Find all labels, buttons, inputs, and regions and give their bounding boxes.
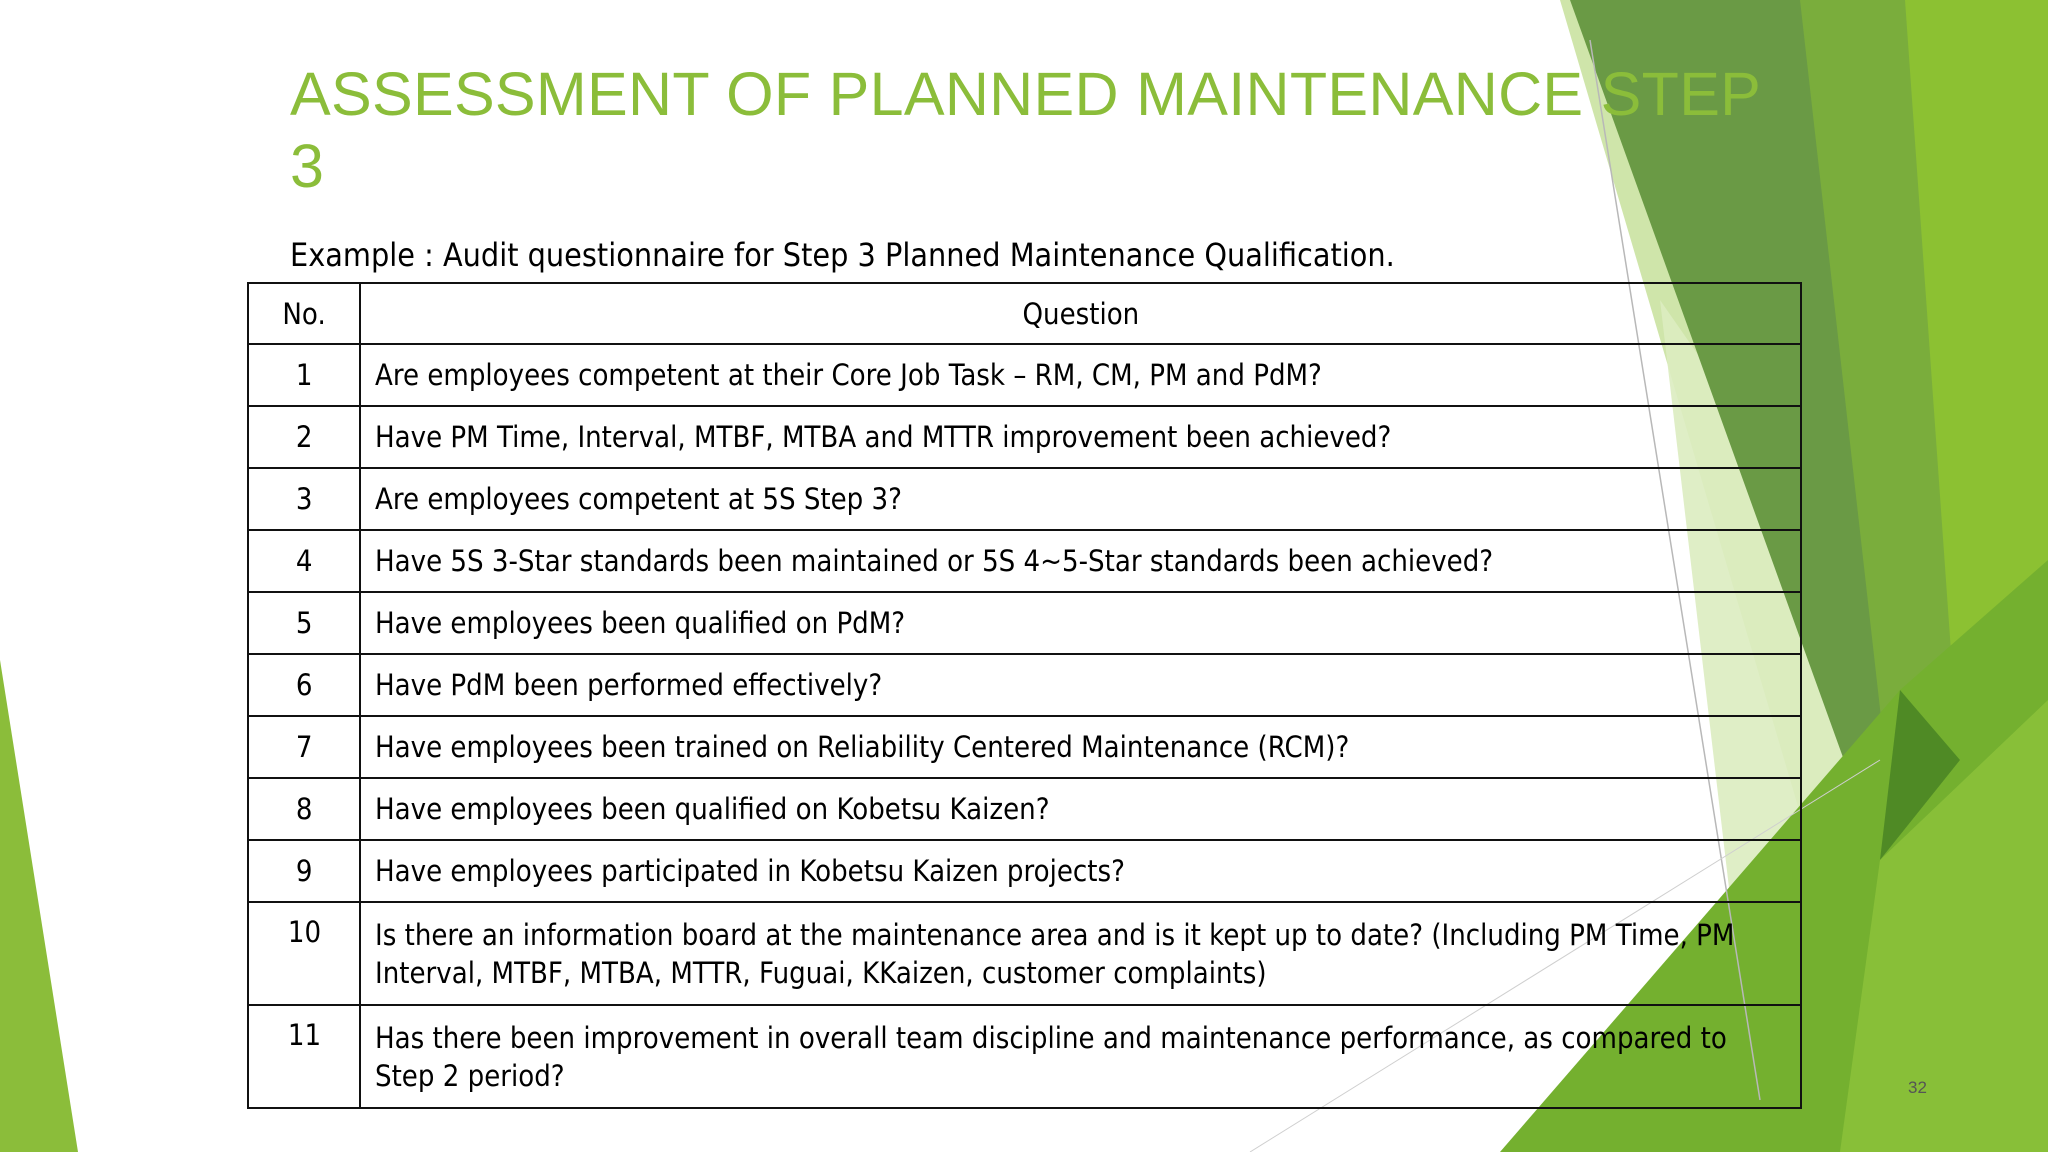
slide-title-line2: 3 bbox=[290, 132, 325, 200]
table-row bbox=[248, 1005, 1801, 1108]
row-question: Have PdM been performed effectively? bbox=[360, 654, 1801, 716]
row-question: Have employees been qualified on PdM? bbox=[360, 592, 1801, 654]
row-question: Have 5S 3-Star standards been maintained or 5S 4~5-Star standards been achieved? bbox=[360, 530, 1801, 592]
row-number: 9 bbox=[248, 840, 360, 902]
row-number: 4 bbox=[248, 530, 360, 592]
slide-title-line1: ASSESSMENT OF PLANNED MAINTENANCE STEP bbox=[290, 60, 1762, 128]
header-no: No. bbox=[248, 283, 360, 344]
row-question: Has there been improvement in overall team discipline and maintenance performance, as compared to Step 2 period? bbox=[360, 1005, 1801, 1108]
row-question: Have PM Time, Interval, MTBF, MTBA and MTTR improvement been achieved? bbox=[360, 406, 1801, 468]
table-row bbox=[248, 902, 1801, 1005]
table-row bbox=[248, 468, 1801, 530]
row-question: Are employees competent at their Core Job Task – RM, CM, PM and PdM? bbox=[360, 344, 1801, 406]
questionnaire-table bbox=[247, 282, 1802, 1109]
row-question: Have employees participated in Kobetsu Kaizen projects? bbox=[360, 840, 1801, 902]
row-number: 10 bbox=[248, 902, 360, 1005]
table-row bbox=[248, 840, 1801, 902]
row-number: 5 bbox=[248, 592, 360, 654]
left-green-sliver bbox=[0, 660, 78, 1152]
row-question: Have employees been trained on Reliability Centered Maintenance (RCM)? bbox=[360, 716, 1801, 778]
table-header-row bbox=[248, 283, 1801, 344]
table-row bbox=[248, 654, 1801, 716]
slide-title bbox=[290, 58, 1770, 202]
row-number: 8 bbox=[248, 778, 360, 840]
row-question: Have employees been qualified on Kobetsu Kaizen? bbox=[360, 778, 1801, 840]
row-question: Is there an information board at the maintenance area and is it kept up to date? (Including PM Time, PM Interval, MTBF, MTBA, MTTR, Fuguai, KKaizen, customer complaints) bbox=[360, 902, 1801, 1005]
row-number: 11 bbox=[248, 1005, 360, 1108]
row-number: 7 bbox=[248, 716, 360, 778]
row-question: Are employees competent at 5S Step 3? bbox=[360, 468, 1801, 530]
table-row bbox=[248, 406, 1801, 468]
table-row bbox=[248, 344, 1801, 406]
page-number: 32 bbox=[1908, 1078, 1927, 1097]
table-row bbox=[248, 716, 1801, 778]
table-row bbox=[248, 530, 1801, 592]
slide-subtitle: Example : Audit questionnaire for Step 3 Planned Maintenance Qualification. bbox=[290, 236, 1395, 274]
table-row bbox=[248, 592, 1801, 654]
header-question: Question bbox=[360, 283, 1801, 344]
row-number: 6 bbox=[248, 654, 360, 716]
row-number: 3 bbox=[248, 468, 360, 530]
row-number: 2 bbox=[248, 406, 360, 468]
table-row bbox=[248, 778, 1801, 840]
row-number: 1 bbox=[248, 344, 360, 406]
